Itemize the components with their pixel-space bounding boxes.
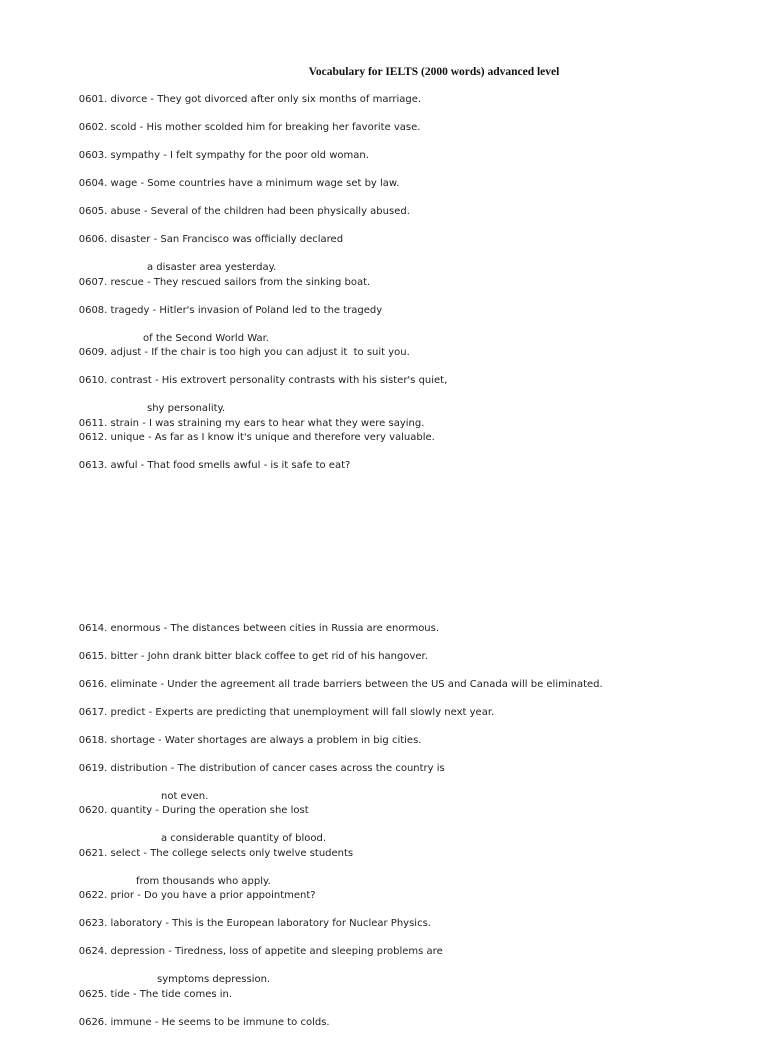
entry-line: 0609. adjust - If the chair is too high you can adjust it to suit you.	[78, 347, 410, 358]
entry-line: 0625. tide - The tide comes in.	[78, 989, 233, 1000]
entry-line: 0624. depression - Tiredness, loss of appetite and sleeping problems are	[78, 946, 443, 957]
entry-line: 0618. shortage - Water shortages are always a problem in big cities.	[78, 735, 422, 746]
entry-line: 0621. select - The college selects only twelve students	[78, 848, 354, 859]
vocab-entry-0626	[66, 1002, 330, 1044]
entry-line: 0603. sympathy - I felt sympathy for the poor old woman.	[78, 150, 369, 161]
entry-continuation: from thousands who apply.	[136, 876, 271, 887]
entry-line: 0623. laboratory - This is the European laboratory for Nuclear Physics.	[78, 918, 431, 929]
entry-line: 0615. bitter - John drank bitter black coffee to get rid of his hangover.	[78, 651, 428, 662]
entry-continuation: not even.	[161, 791, 209, 802]
entry-line: 0602. scold - His mother scolded him for breaking her favorite vase.	[78, 122, 421, 133]
entry-line: 0614. enormous - The distances between cities in Russia are enormous.	[78, 623, 440, 634]
entry-line: 0601. divorce - They got divorced after only six months of marriage.	[78, 94, 422, 105]
entry-line: 0613. awful - That food smells awful - is it safe to eat?	[78, 460, 351, 471]
entry-continuation: shy personality.	[147, 403, 226, 414]
entry-continuation: of the Second World War.	[143, 333, 269, 344]
vocab-entry-0613	[66, 445, 350, 487]
entry-line: 0606. disaster - San Francisco was officially declared	[78, 234, 344, 245]
entry-line: 0619. distribution - The distribution of cancer cases across the country is	[78, 763, 445, 774]
entry-line: 0604. wage - Some countries have a minimum wage set by law.	[78, 178, 400, 189]
entry-line: 0626. immune - He seems to be immune to colds.	[78, 1017, 330, 1028]
entry-line: 0607. rescue - They rescued sailors from the sinking boat.	[78, 277, 371, 288]
entry-line: 0608. tragedy - Hitler's invasion of Poland led to the tragedy	[78, 305, 383, 316]
entry-line: 0610. contrast - His extrovert personality contrasts with his sister's quiet,	[78, 375, 448, 386]
entry-continuation: a disaster area yesterday.	[147, 262, 277, 273]
entry-line: 0617. predict - Experts are predicting that unemployment will fall slowly next year.	[78, 707, 495, 718]
entry-line: 0611. strain - I was straining my ears to hear what they were saying.	[78, 418, 425, 429]
entry-continuation: symptoms depression.	[157, 974, 271, 985]
entry-line: 0616. eliminate - Under the agreement all trade barriers between the US and Canada will be eliminated.	[78, 679, 603, 690]
document-title: Vocabulary for IELTS (2000 words) advanced level	[308, 66, 560, 78]
entry-line: 0612. unique - As far as I know it's unique and therefore very valuable.	[78, 432, 435, 443]
entry-line: 0622. prior - Do you have a prior appointment?	[78, 890, 316, 901]
entry-continuation: a considerable quantity of blood.	[161, 833, 327, 844]
entry-line: 0620. quantity - During the operation she lost	[78, 805, 309, 816]
entry-line: 0605. abuse - Several of the children had been physically abused.	[78, 206, 410, 217]
